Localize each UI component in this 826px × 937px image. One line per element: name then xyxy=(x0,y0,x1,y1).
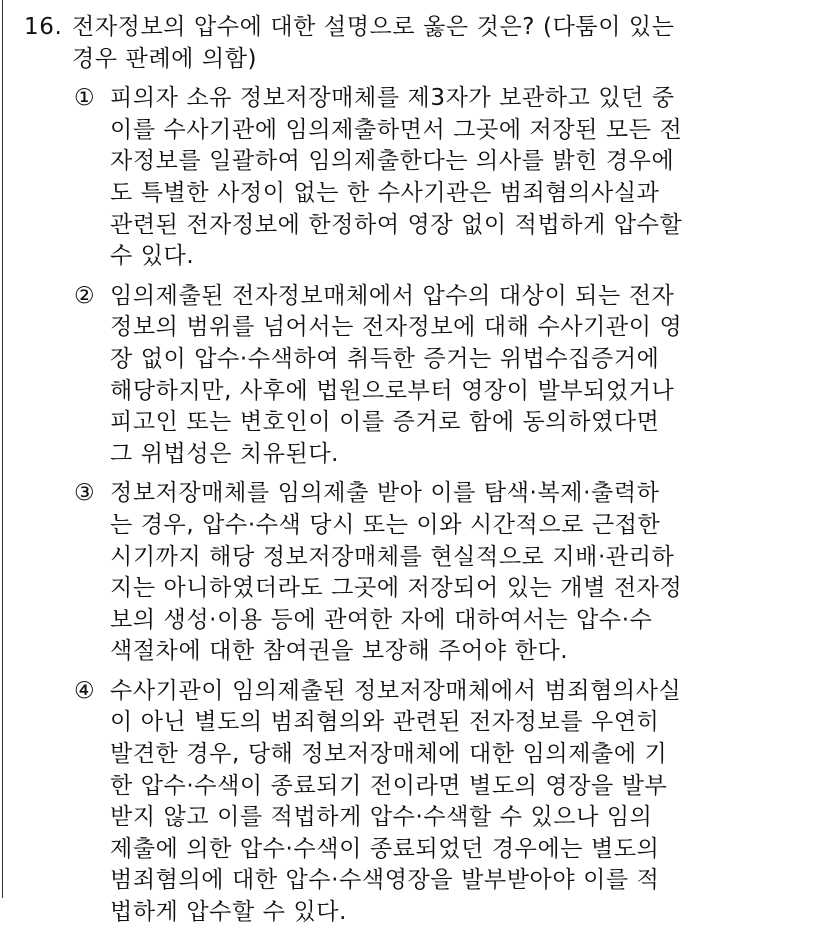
option-text-line: 수사기관이 임의제출된 정보저장매체에서 범죄혐의사실 xyxy=(110,677,682,704)
option-text-line: 받지 않고 이를 적법하게 압수·수색할 수 있으나 임의 xyxy=(110,804,653,831)
option-text-line: 이 아닌 별도의 범죄혐의와 관련된 전자정보를 우연히 xyxy=(110,709,660,736)
option-text-line: 피고인 또는 변호인이 이를 증거로 함에 동의하였다면 xyxy=(110,409,660,436)
option-4[interactable] xyxy=(74,676,804,929)
answer-options xyxy=(24,83,804,928)
option-text-line: 범죄혐의에 대한 압수·수색영장을 발부받아야 이를 적 xyxy=(110,867,660,894)
option-text-line: 색절차에 대한 참여권을 보장해 주어야 한다. xyxy=(110,638,569,665)
option-text-line: 그 위법성은 치유된다. xyxy=(110,440,340,467)
option-text-line: 장 없이 압수·수색하여 취득한 증거는 위법수집증거에 xyxy=(110,345,660,372)
option-text-line: 보의 생성·이용 등에 관여한 자에 대하여서는 압수·수 xyxy=(110,606,653,633)
option-marker: ② xyxy=(74,282,96,309)
question-block xyxy=(24,12,804,937)
option-text-line: 관련된 전자정보에 한정하여 영장 없이 적법하게 압수할 xyxy=(110,211,683,238)
option-text-line: 피의자 소유 정보저장매체를 제3자가 보관하고 있던 중 xyxy=(110,85,675,112)
option-text-line: 도 특별한 사정이 없는 한 수사기관은 범죄혐의사실과 xyxy=(110,179,660,206)
question-text-line: 전자정보의 압수에 대한 설명으로 옳은 것은? (다툼이 있는 xyxy=(72,14,675,40)
option-text-line: 시기까지 해당 정보저장매체를 현실적으로 지배·관리하 xyxy=(110,543,675,570)
option-text-line: 는 경우, 압수·수색 당시 또는 이와 시간적으로 근접한 xyxy=(110,511,661,538)
left-border-rule xyxy=(2,0,3,898)
question-stem xyxy=(24,12,804,75)
option-text-line: 제출에 의한 압수·수색이 종료되었던 경우에는 별도의 xyxy=(110,835,660,862)
option-text-line: 이를 수사기관에 임의제출하면서 그곳에 저장된 모든 전 xyxy=(110,116,683,143)
option-text-line: 수 있다. xyxy=(110,243,195,270)
question-number: 16. xyxy=(24,14,63,40)
option-2[interactable] xyxy=(74,281,804,471)
option-text-line: 한 압수·수색이 종료되기 전이라면 별도의 영장을 발부 xyxy=(110,772,668,799)
option-text-line: 정보의 범위를 넘어서는 전자정보에 대해 수사기관이 영 xyxy=(110,314,683,341)
option-text-line: 발견한 경우, 당해 정보저장매체에 대한 임의제출에 기 xyxy=(110,741,668,768)
option-3[interactable] xyxy=(74,478,804,668)
option-text-line: 해당하지만, 사후에 법원으로부터 영장이 발부되었거나 xyxy=(110,377,675,404)
option-1[interactable] xyxy=(74,83,804,273)
option-text-line: 지는 아니하였더라도 그곳에 저장되어 있는 개별 전자정 xyxy=(110,575,683,602)
option-marker: ① xyxy=(74,85,96,112)
option-text-line: 자정보를 일괄하여 임의제출한다는 의사를 밝힌 경우에 xyxy=(110,148,675,175)
option-marker: ③ xyxy=(74,480,96,507)
option-text-line: 정보저장매체를 임의제출 받아 이를 탐색·복제·출력하 xyxy=(110,480,660,507)
option-text-line: 임의제출된 전자정보매체에서 압수의 대상이 되는 전자 xyxy=(110,282,675,309)
option-text-line: 법하게 압수할 수 있다. xyxy=(110,899,348,926)
question-text-line: 경우 판례에 의함) xyxy=(72,45,258,72)
option-marker: ④ xyxy=(74,677,96,704)
